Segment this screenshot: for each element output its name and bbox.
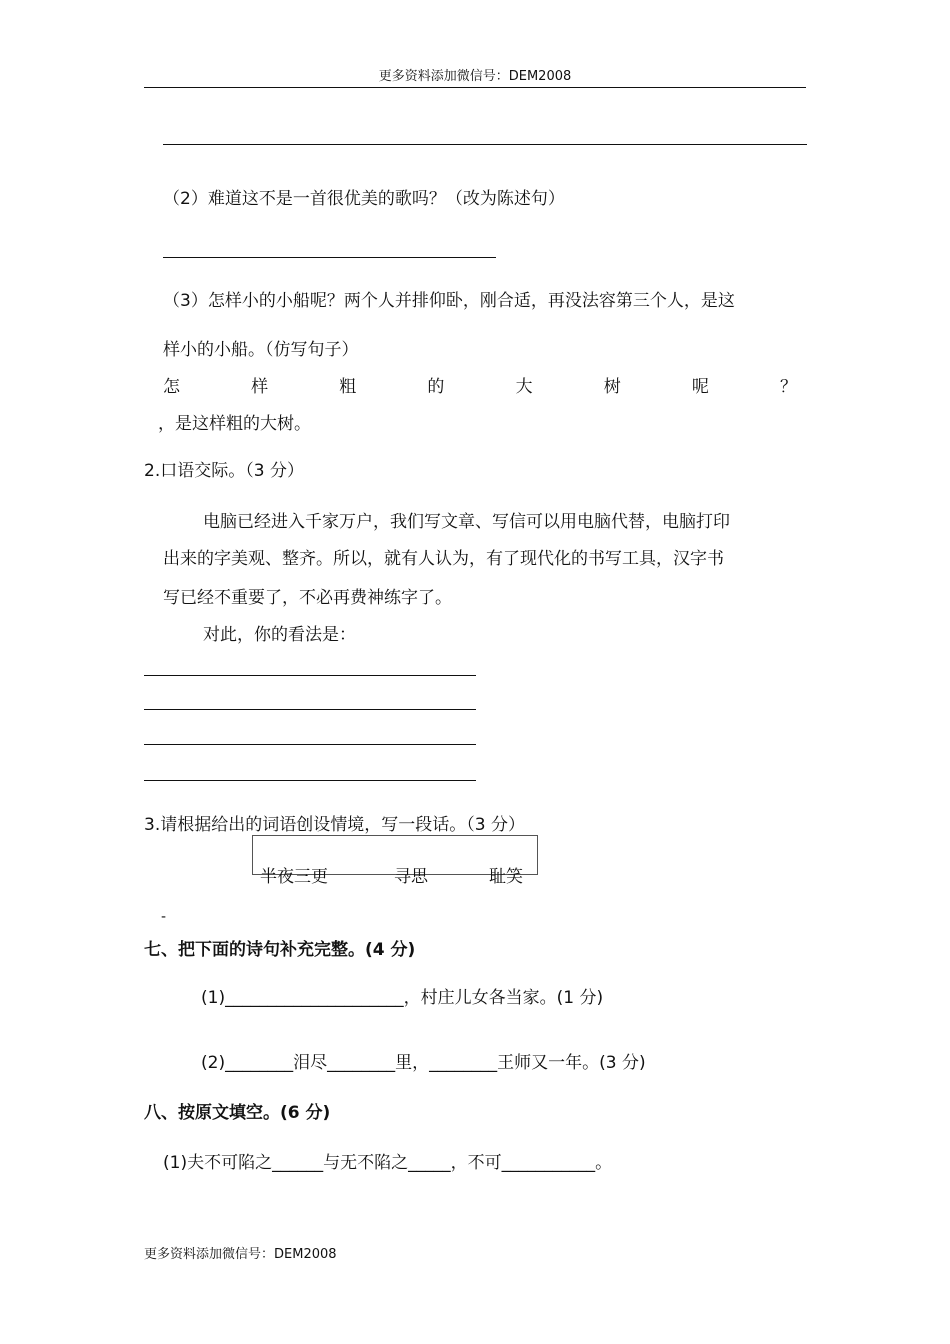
item-number: (1) [201,988,226,1008]
stray-dash: - [161,909,167,925]
fill-char: 粗 [339,377,357,397]
question-2-prompt: 对此，你的看法是： [203,625,356,645]
answer-line[interactable] [163,257,496,258]
answer-line[interactable] [144,780,476,781]
item-text: ，不可 [450,1153,502,1173]
question-3-title: 3.请根据给出的词语创设情境，写一段话。（3 分） [144,815,525,835]
item-text: ，村庄儿女各当家。(1 分) [403,988,604,1008]
item-text: 里， [395,1053,430,1073]
fill-char: 怎 [163,377,180,397]
fill-blank[interactable]: ________ [327,1053,396,1073]
poem-item-1 [201,987,603,1009]
question-1-3-line4: ，是这样粗的大树。 [158,414,311,434]
fill-blank[interactable]: ________ [225,1053,294,1073]
fill-blank[interactable]: _____ [408,1153,451,1173]
fill-char: 呢 [691,377,709,397]
classic-item-1 [163,1152,612,1174]
answer-line[interactable] [144,709,476,710]
page-header: 更多资料添加微信号：DEM2008 [378,69,572,84]
fill-blank[interactable]: ______ [272,1153,324,1173]
question-1-3-line2: 样小的小船。（仿写句子） [163,340,359,360]
fill-char: 大 [515,377,533,397]
item-number: (2) [201,1053,226,1073]
section-8-title: 八、按原文填空。(6 分) [144,1103,331,1123]
answer-line[interactable] [144,744,476,745]
page-footer: 更多资料添加微信号：DEM2008 [144,1247,337,1262]
fill-char: 样 [251,377,269,397]
question-1-3-line1: （3）怎样小的小船呢？两个人并排仰卧，刚合适，再没法容第三个人，是这 [163,291,735,311]
answer-line[interactable] [163,144,807,145]
question-2-para: 出来的字美观、整齐。所以，就有人认为，有了现代化的书写工具，汉字书 [163,549,724,569]
item-text: 王师又一年。(3 分) [497,1053,646,1073]
header-rule [144,87,806,88]
item-text: 。 [595,1153,613,1173]
fill-char: 的 [427,377,445,397]
fill-blank[interactable]: ___________ [501,1153,596,1173]
given-word: 寻思 [394,867,428,887]
given-word: 半夜三更 [260,867,328,887]
fill-blank[interactable]: _____________________ [225,988,404,1008]
fill-char: 树 [603,377,621,397]
given-word: 耻笑 [489,867,523,887]
item-text: (1)夫不可陷之 [163,1153,273,1173]
question-2-para: 电脑已经进入千家万户，我们写文章、写信可以用电脑代替，电脑打印 [203,512,730,532]
answer-line[interactable] [144,675,476,676]
fill-blank[interactable]: ________ [429,1053,498,1073]
question-1-2: （2）难道这不是一首很优美的歌吗？（改为陈述句） [163,189,565,209]
fill-char: ？ [779,377,797,397]
question-2-title: 2.口语交际。（3 分） [144,461,304,481]
imitation-sentence-fill[interactable] [163,376,797,398]
question-2-para: 写已经不重要了，不必再费神练字了。 [163,588,452,608]
item-text: 泪尽 [293,1053,328,1073]
section-7-title: 七、把下面的诗句补充完整。(4 分) [144,940,416,960]
item-text: 与无不陷之 [323,1153,409,1173]
poem-item-2 [201,1052,646,1074]
